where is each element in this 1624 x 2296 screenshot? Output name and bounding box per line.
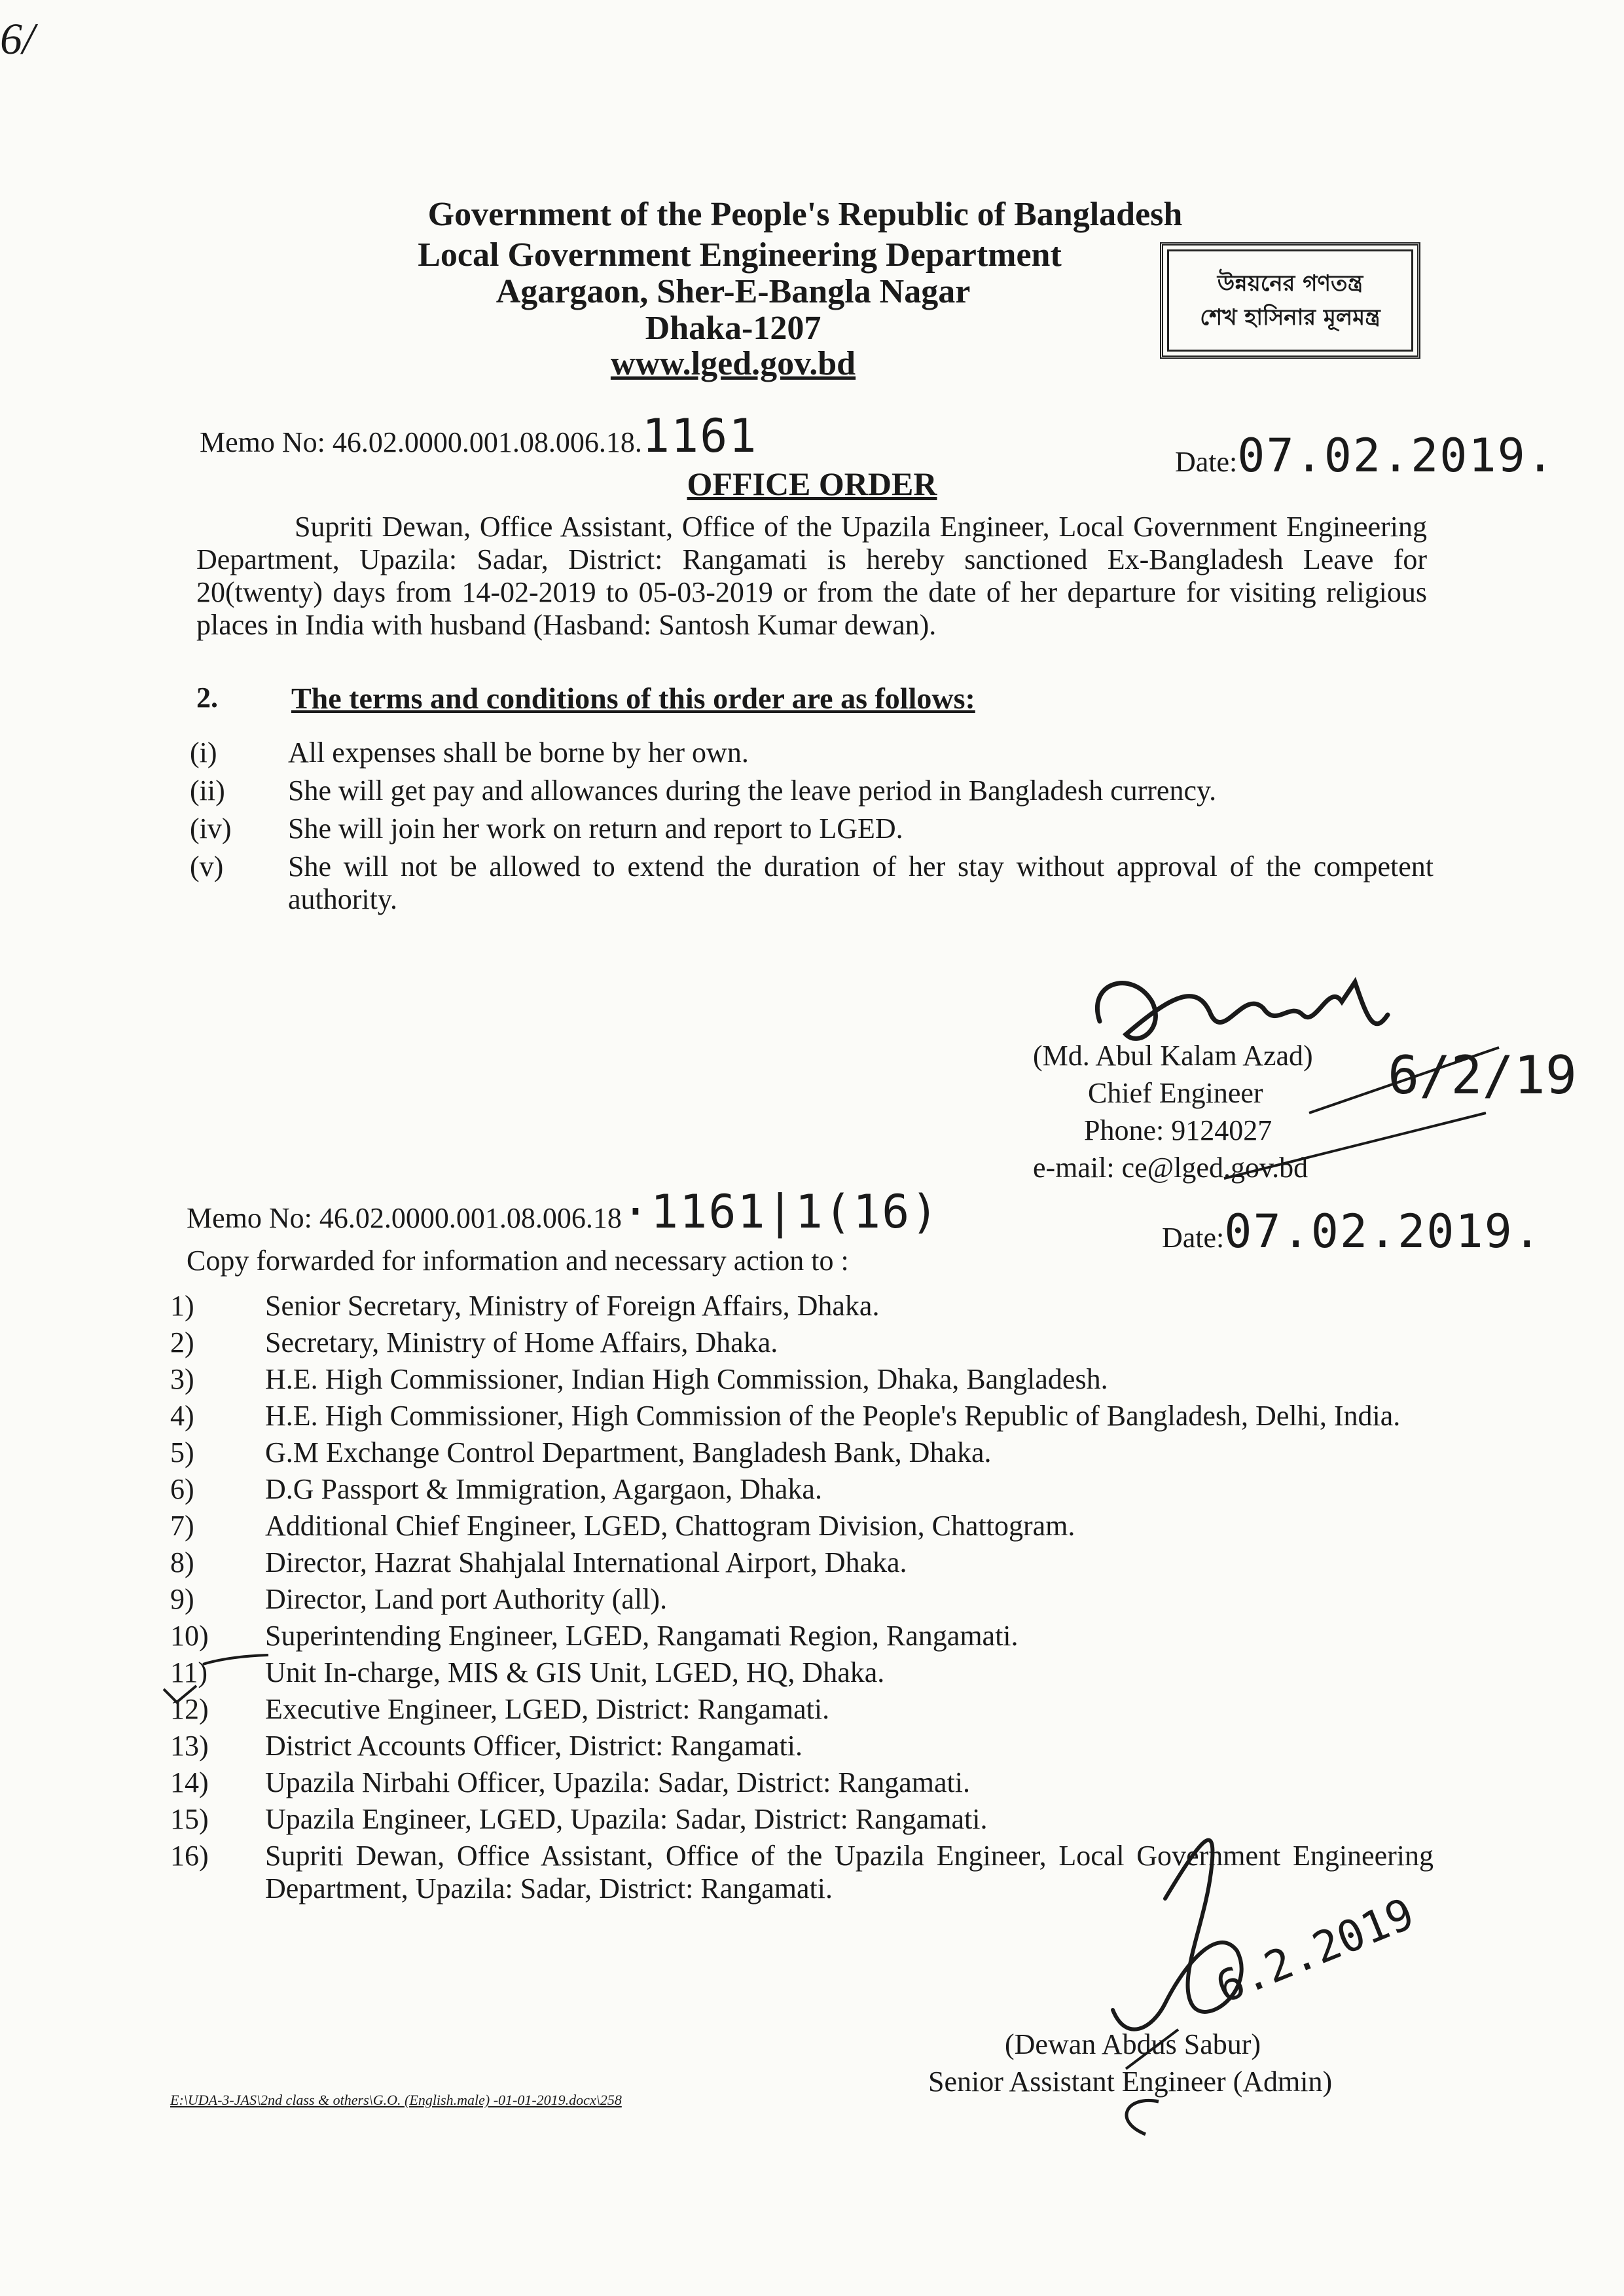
signatory-email: e-mail: ce@lged.gov.bd <box>1033 1152 1308 1184</box>
motto-line-2: শেখ হাসিনার মূলমন্ত্র <box>1200 304 1380 331</box>
list-item: (iv) She will join her work on return and report to LGED. <box>190 812 903 845</box>
date-handwritten: 07.02.2019. <box>1224 1205 1542 1258</box>
memo-handwritten-number: 1161 <box>641 409 758 463</box>
header-department: Local Government Engineering Department <box>418 236 1062 274</box>
copy-date <box>1162 1205 1542 1258</box>
section-heading: The terms and conditions of this order are as follows: <box>291 682 975 715</box>
list-item: 10) Superintending Engineer, LGED, Rangamati Region, Rangamati. <box>170 1620 1019 1652</box>
memo-handwritten-number: ·1161|1(16) <box>621 1185 940 1239</box>
corner-page-mark: 6/ <box>0 14 35 64</box>
file-path: E:\UDA-3-JAS\2nd class & others\G.O. (English.male) -01-01-2019.docx\258 <box>170 2092 622 2108</box>
list-item: 12) Executive Engineer, LGED, District: Rangamati. <box>170 1693 830 1725</box>
list-item: 1) Senior Secretary, Ministry of Foreign Affairs, Dhaka. <box>170 1290 880 1322</box>
header-address: Agargaon, Sher-E-Bangla Nagar <box>496 273 971 310</box>
signature-date-handwritten: 6/2/19 <box>1388 1045 1577 1106</box>
date-handwritten: 07.02.2019. <box>1237 429 1555 483</box>
signatory-name: (Md. Abul Kalam Azad) <box>1033 1040 1313 1072</box>
header-city: Dhaka-1207 <box>645 310 821 347</box>
list-item: 7) Additional Chief Engineer, LGED, Chattogram Division, Chattogram. <box>170 1510 1075 1542</box>
motto-box <box>1160 242 1420 359</box>
list-item: (v) She will not be allowed to extend the duration of her stay without approval of the competent authority. <box>190 850 1434 915</box>
list-item: 9) Director, Land port Authority (all). <box>170 1583 668 1615</box>
list-item: 8) Director, Hazrat Shahjalal International Airport, Dhaka. <box>170 1546 907 1578</box>
list-item: 16) Supriti Dewan, Office Assistant, Office of the Upazila Engineer, Local Government Engineering Department, Upazila: Sadar, District: Rangamati. <box>170 1840 1434 1904</box>
motto-line-1: উন্নয়নের গণতন্ত্র <box>1217 270 1363 297</box>
list-item: (i) All expenses shall be borne by her own. <box>190 737 749 769</box>
tick-marks <box>164 1650 281 1722</box>
signature-date-handwritten: 6.2.2019 <box>1209 1888 1421 2013</box>
section-number: 2. <box>196 682 218 714</box>
list-item: 2) Secretary, Ministry of Home Affairs, Dhaka. <box>170 1326 778 1358</box>
signatory-title: Senior Assistant Engineer (Admin) <box>928 2066 1333 2098</box>
list-item: 11) Unit In-charge, MIS & GIS Unit, LGED, HQ, Dhaka. <box>170 1656 885 1688</box>
signatory-title: Chief Engineer <box>1088 1077 1263 1109</box>
list-item: 14) Upazila Nirbahi Officer, Upazila: Sadar, District: Rangamati. <box>170 1766 970 1798</box>
terms-list <box>190 737 1434 921</box>
order-memo-number <box>200 409 757 463</box>
date-label: Date: <box>1175 446 1238 478</box>
list-item: 5) G.M Exchange Control Department, Bangladesh Bank, Dhaka. <box>170 1436 992 1468</box>
list-item: 4) H.E. High Commissioner, High Commission of the People's Republic of Bangladesh, Delhi, India. <box>170 1400 1401 1432</box>
copy-memo-number <box>187 1185 939 1239</box>
order-body: Supriti Dewan, Office Assistant, Office of the Upazila Engineer, Local Government Engineering Department, Upazila: Sadar, District: Rangamati is hereby sanctioned Ex-Bangladesh Leave for 20(twenty) days from 14-02-2019 to 05-03-2019 or from the date of her departure for visiting religious places in India with husband (Hasband: Santosh Kumar dewan). <box>196 511 1427 641</box>
signatory-phone: Phone: 9124027 <box>1084 1114 1272 1146</box>
list-item: 6) D.G Passport & Immigration, Agargaon, Dhaka. <box>170 1473 822 1505</box>
header-government: Government of the People's Republic of Bangladesh <box>427 196 1183 233</box>
signature-stroke <box>1224 1113 1486 1185</box>
list-item: 15) Upazila Engineer, LGED, Upazila: Sadar, District: Rangamati. <box>170 1803 988 1835</box>
list-item: 3) H.E. High Commissioner, Indian High Commission, Dhaka, Bangladesh. <box>170 1363 1108 1395</box>
memo-label: Memo No: 46.02.0000.001.08.006.18 <box>187 1202 622 1234</box>
signatory-name: (Dewan Abdus Sabur) <box>1005 2028 1261 2060</box>
header-website: www.lged.gov.bd <box>610 345 856 382</box>
copy-intro: Copy forwarded for information and necessary action to : <box>187 1245 849 1277</box>
memo-label: Memo No: 46.02.0000.001.08.006.18. <box>200 426 642 458</box>
list-item: (ii) She will get pay and allowances during the leave period in Bangladesh currency. <box>190 774 1217 807</box>
date-label: Date: <box>1162 1222 1225 1254</box>
list-item: 13) District Accounts Officer, District: Rangamati. <box>170 1730 803 1762</box>
order-title: OFFICE ORDER <box>687 465 937 502</box>
